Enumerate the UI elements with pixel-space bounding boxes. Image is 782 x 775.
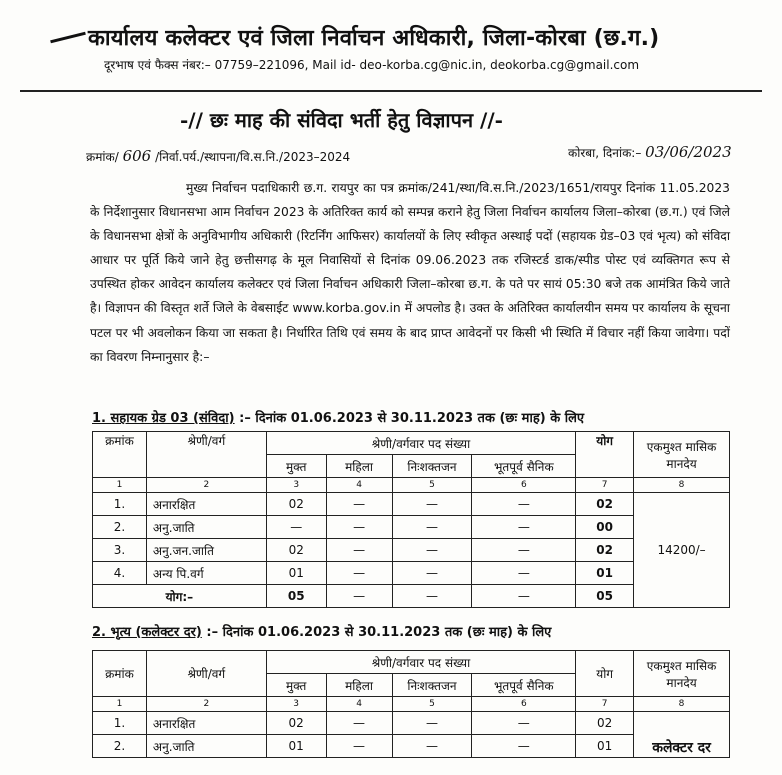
col-serial: क्रमांक [93,432,147,478]
cell-salary: 14200/– [634,493,730,608]
section-2-period: :– दिनांक 01.06.2023 से 30.11.2023 तक (छः माह) के लिए [206,625,552,640]
notice-body [90,176,730,369]
header-dash-mark [50,32,86,44]
cell-open: 02 [266,539,326,562]
cell-sn: 1. [93,712,147,735]
col-num: 4 [326,478,392,493]
col-num: 3 [266,697,326,712]
peon-table [92,650,730,758]
cell-sn: 4. [93,562,147,585]
cell-ex: — [472,562,576,585]
col-disabled: निःशक्तजन [392,674,472,697]
col-disabled: निःशक्तजन [392,455,472,478]
total-open: 05 [266,585,326,608]
cell-sn: 3. [93,539,147,562]
total-label: योग:– [93,585,267,608]
col-num: 6 [472,478,576,493]
col-num: 6 [472,697,576,712]
cell-total: 02 [576,539,634,562]
cell-total: 02 [576,493,634,516]
cell-open: 01 [266,735,326,758]
col-num: 5 [392,478,472,493]
reference-number [86,147,350,165]
cell-open: — [266,516,326,539]
section-1-heading [92,408,584,426]
col-total: योग [576,432,634,478]
office-title: कार्यालय कलेक्टर एवं जिला निर्वाचन अधिकारी, जिला-कोरबा (छ.ग.) [88,26,660,51]
cell-ex: — [472,493,576,516]
section-1-title: 1. सहायक ग्रेड 03 (संविदा) [92,411,235,426]
col-num: 2 [146,697,266,712]
cell-disabled: — [392,539,472,562]
col-num: 5 [392,697,472,712]
total-disabled: — [392,585,472,608]
col-ex-servicemen: भूतपूर्व सैनिक [472,455,576,478]
contact-line: दूरभाष एवं फैक्स नंबर:– 07759–221096, Mail id- deo-korba.cg@nic.in, deokorba.cg@gmail.com [104,58,640,72]
cell-disabled: — [392,562,472,585]
cell-women: — [326,562,392,585]
cell-salary: कलेक्टर दर [634,712,730,758]
col-num: 3 [266,478,326,493]
cell-total: 02 [576,712,634,735]
col-num: 1 [93,478,147,493]
cell-women: — [326,712,392,735]
cell-open: 01 [266,562,326,585]
col-category: श्रेणी/वर्ग [146,432,266,478]
cell-category: अनु.जन.जाति [146,539,266,562]
cell-category: अनु.जाति [146,516,266,539]
notice-paragraph: मुख्य निर्वाचन पदाधिकारी छ.ग. रायपुर का पत्र क्रमांक/241/स्था/वि.स.नि./2023/1651/रायपुर दिनांक 11.05.2023 के निर्देशानुसार विधानसभा आम निर्वाचन 2023 के अतिरिक्त कार्य को सम्पन्न कराने हेतु जिला निर्वाचन कार्यालय जिला–कोरबा (छ.ग.) एवं जिले के विधानसभा क्षेत्रों के अनुविभागीय अधिकारी (रिटर्निंग आफिसर) कार्यालयों के लिए स्वीकृत अस्थाई पदों (सहायक ग्रेड–03 एवं भृत्य) को संविदा आधार पर पूर्ति किये जाने हेतु छत्तीसगढ़ के मूल निवासियों से दिनांक 09.06.2023 तक रजिस्टर्ड डाक/स्पीड पोस्ट एवं व्यक्तिगत रूप से उपस्थित होकर आवेदन कार्यालय कलेक्टर एवं जिला निर्वाचन अधिकारी जिला–कोरबा छ.ग. के पते पर सायं 05:30 बजे तक आमंत्रित किये जाते है। विज्ञापन की विस्तृत शर्ते जिले के वेबसाईट www.korba.gov.in में अपलोड है। उक्त के अतिरिक्त कार्यालयीन समय पर कार्यालय के सूचना पटल पर भी अवलोकन किया जा सकता है। निर्धारित तिथि एवं समय के बाद प्राप्त आवेदनों पर किसी भी स्थिति में विचार नहीं किया जावेगा। पदों का विवरण निम्नानुसार है:– [90,181,730,364]
cell-category: अन्य पि.वर्ग [146,562,266,585]
col-serial: क्रमांक [93,651,147,697]
cell-open: 02 [266,493,326,516]
col-num: 7 [576,478,634,493]
cell-sn: 2. [93,735,147,758]
reference-handwritten-number: 606 [122,147,152,165]
col-num: 2 [146,478,266,493]
col-category: श्रेणी/वर्ग [146,651,266,697]
reference-path: /निर्वा.पर्य./स्थापना/वि.स.नि./2023–2024 [155,150,351,164]
cell-disabled: — [392,493,472,516]
col-total: योग [576,651,634,697]
col-salary: एकमुश्त मासिक मानदेय [634,651,730,697]
cell-open: 02 [266,712,326,735]
col-women: महिला [326,674,392,697]
cell-category: अनु.जाति [146,735,266,758]
total-women: — [326,585,392,608]
cell-category: अनारक्षित [146,712,266,735]
cell-ex: — [472,735,576,758]
assistant-grade3-table [92,431,730,608]
cell-disabled: — [392,712,472,735]
section-2-heading [92,622,551,640]
table-row [93,493,730,516]
reference-label: क्रमांक/ [86,150,119,164]
col-open: मुक्त [266,455,326,478]
advertisement-subject: -// छः माह की संविदा भर्ती हेतु विज्ञापन //- [180,108,503,132]
cell-category: अनारक्षित [146,493,266,516]
handwritten-date: 03/06/2023 [645,143,732,161]
col-num: 8 [634,478,730,493]
cell-ex: — [472,712,576,735]
col-group: श्रेणी/वर्गवार पद संख्या [266,651,575,674]
cell-disabled: — [392,516,472,539]
col-group: श्रेणी/वर्गवार पद संख्या [266,432,575,455]
cell-disabled: — [392,735,472,758]
cell-ex: — [472,539,576,562]
col-ex-servicemen: भूतपूर्व सैनिक [472,674,576,697]
section-2-title: 2. भृत्य (कलेक्टर दर) [92,625,202,640]
cell-total: 01 [576,735,634,758]
col-num: 1 [93,697,147,712]
col-women: महिला [326,455,392,478]
col-salary: एकमुश्त मासिक मानदेय [634,432,730,478]
cell-sn: 1. [93,493,147,516]
col-num: 4 [326,697,392,712]
cell-women: — [326,539,392,562]
cell-total: 01 [576,562,634,585]
cell-women: — [326,516,392,539]
cell-women: — [326,735,392,758]
cell-ex: — [472,516,576,539]
cell-total: 00 [576,516,634,539]
cell-sn: 2. [93,516,147,539]
col-num: 7 [576,697,634,712]
reference-date [568,143,732,161]
total-sum: 05 [576,585,634,608]
header-divider [20,90,762,92]
table-row [93,712,730,735]
date-label: कोरबा, दिनांक:– [568,146,642,160]
col-num: 8 [634,697,730,712]
section-1-period: :– दिनांक 01.06.2023 से 30.11.2023 तक (छः माह) के लिए [239,411,585,426]
col-open: मुक्त [266,674,326,697]
cell-women: — [326,493,392,516]
total-ex: — [472,585,576,608]
